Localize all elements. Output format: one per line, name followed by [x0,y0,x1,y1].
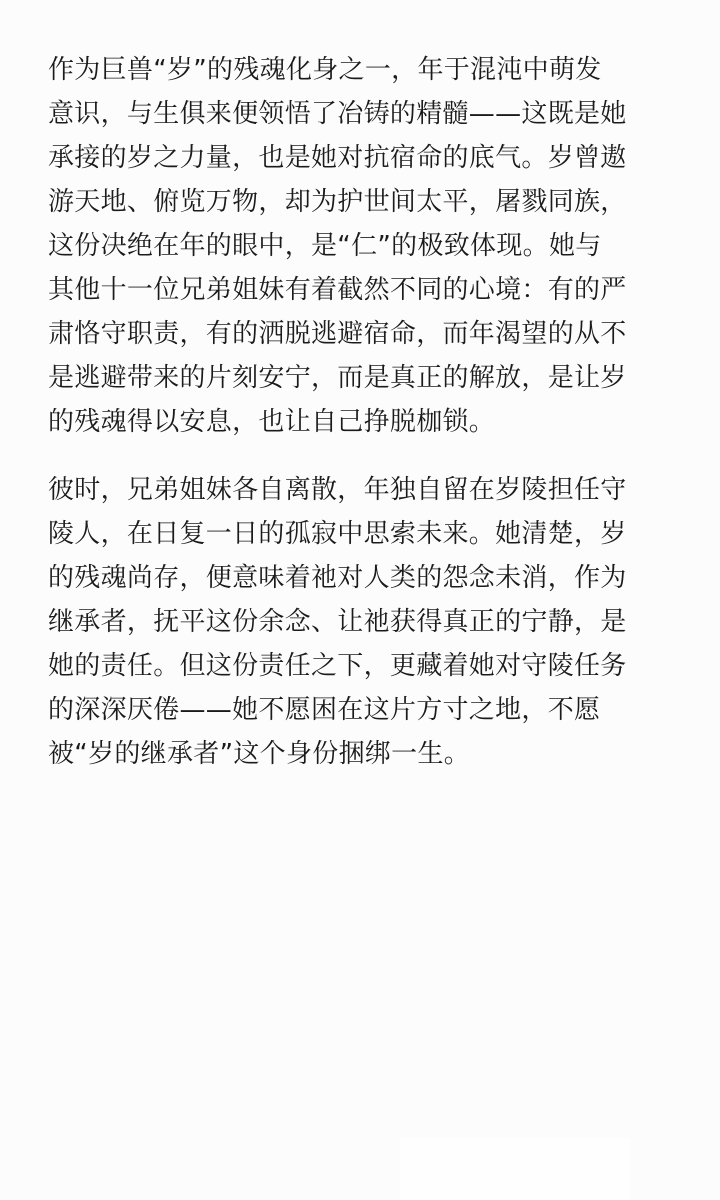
text-line: 的深深厌倦——她不愿困在这片方寸之地，不愿 [48,695,601,725]
text-line: 彼时，兄弟姐妹各自离散，年独自留在岁陵担任守 [48,475,627,505]
text-line: 陵人，在日复一日的孤寂中思索未来。她清楚，岁 [48,519,627,549]
text-line: 的残魂尚存，便意味着祂对人类的怨念未消，作为 [48,563,627,593]
text-line: 的残魂得以安息，也让自己挣脱枷锁。 [48,407,496,437]
text-line: 作为巨兽“岁”的残魂化身之一，年于混沌中萌发 [48,55,602,85]
paragraph-1 [48,48,684,444]
paragraph-2 [48,468,684,776]
text-line: 肃恪守职责，有的洒脱逃避宿命，而年渴望的从不 [48,319,627,349]
bottom-blank-strip [400,1138,630,1200]
text-line: 是逃避带来的片刻安宁，而是真正的解放，是让岁 [48,363,627,393]
text-line: 其他十一位兄弟姐妹有着截然不同的心境：有的严 [48,275,627,305]
text-line: 被“岁的继承者”这个身份捆绑一生。 [48,739,471,769]
text-line: 这份决绝在年的眼中，是“仁”的极致体现。她与 [48,231,602,261]
text-line: 游天地、俯览万物，却为护世间太平，屠戮同族， [48,187,627,217]
text-line: 承接的岁之力量，也是她对抗宿命的底气。岁曾遨 [48,143,627,173]
article-body [48,48,684,800]
text-line: 继承者，抚平这份余念、让祂获得真正的宁静，是 [48,607,627,637]
text-line: 她的责任。但这份责任之下，更藏着她对守陵任务 [48,651,627,681]
text-line: 意识，与生俱来便领悟了冶铸的精髓——这既是她 [48,99,627,129]
